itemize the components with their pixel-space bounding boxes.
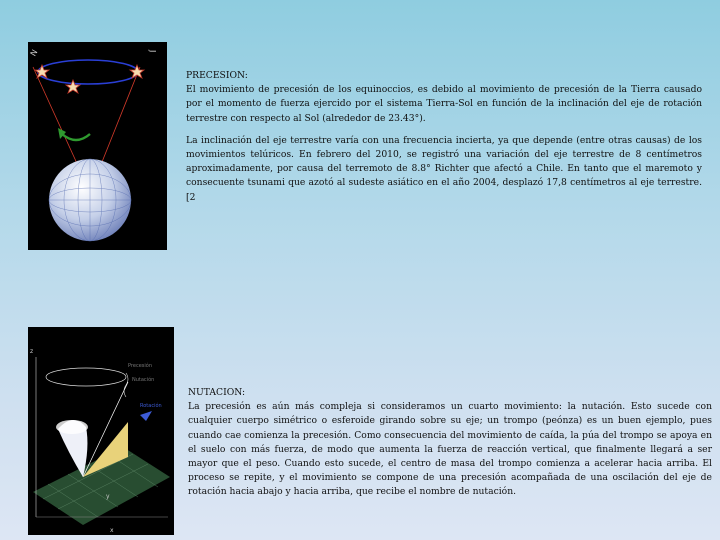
precession-orbit	[38, 60, 138, 84]
nutation-paragraph-1	[188, 386, 712, 500]
nutation-heading: NUTACION:	[188, 387, 246, 398]
blue-marker	[140, 411, 152, 421]
label-j: J	[148, 50, 157, 53]
label-n: N	[28, 48, 40, 58]
precession-path	[46, 368, 126, 386]
nutation-text-block	[188, 386, 712, 508]
label-rotacion: Rotación	[140, 403, 162, 409]
label-z: z	[30, 348, 34, 355]
nutation-body-1: La precesión es aún más compleja si consideramos un cuarto movimiento: la nutación. Esto sucede con cualquier cuerpo simétrico o esferoide girando sobre su eje; un trompo (peónza) es un buen ejemplo, pues cuando cae comienza la precesión. Como consecuencia del movimiento de caída, la púa del trompo se apoya en el suelo con más fuerza, de modo que aumenta la fuerza de reacción vertical, que finalmente llegará a ser mayor que el peso. Cuando esto sucede, el centro de masa del trompo comienza a acelerar hacia arriba. El proceso se repite, y el movimiento se compone de una precesión acompañada de una oscilación del eje de rotación hacia abajo y hacia arriba, que recibe el nombre de nutación.	[188, 401, 712, 498]
label-y: y	[106, 493, 110, 500]
precession-paragraph-2: La inclinación del eje terrestre varía con una frecuencia incierta, ya que depende (entre otras causas) de los movimientos telúricos. En febrero del 2010, se registró una variación del eje terrestre de 8 centímetros aproximadamente, por causa del terremoto de 8.8° Richter que afectó a Chile. En tanto que el maremoto y consecuente tsunami que azotó al sudeste asiático en el año 2004, desplazó 17,8 centímetros al eje terrestre.[2	[186, 134, 702, 203]
precession-paragraph-1	[186, 69, 702, 126]
precession-heading: PRECESION:	[186, 70, 248, 81]
earth-precession-figure	[28, 42, 167, 250]
top-disc	[56, 420, 88, 434]
precession-text-block	[186, 69, 702, 213]
label-x: x	[110, 527, 114, 534]
label-precesion: Precesión	[128, 363, 152, 369]
nutation-figure	[28, 327, 174, 535]
label-nutacion: Nutación	[132, 377, 155, 383]
star-icon	[66, 80, 80, 93]
nutation-illustration	[28, 327, 174, 535]
precession-body-1: El movimiento de precesión de los equinoccios, es debido al movimiento de precesión de la Tierra causado por el momento de fuerza ejercido por el sistema Tierra-Sol en función de la inclinación del eje de rotación terrestre con respecto al Sol (alrededor de 23.43°).	[186, 84, 702, 124]
earth-precession-illustration	[28, 42, 167, 250]
